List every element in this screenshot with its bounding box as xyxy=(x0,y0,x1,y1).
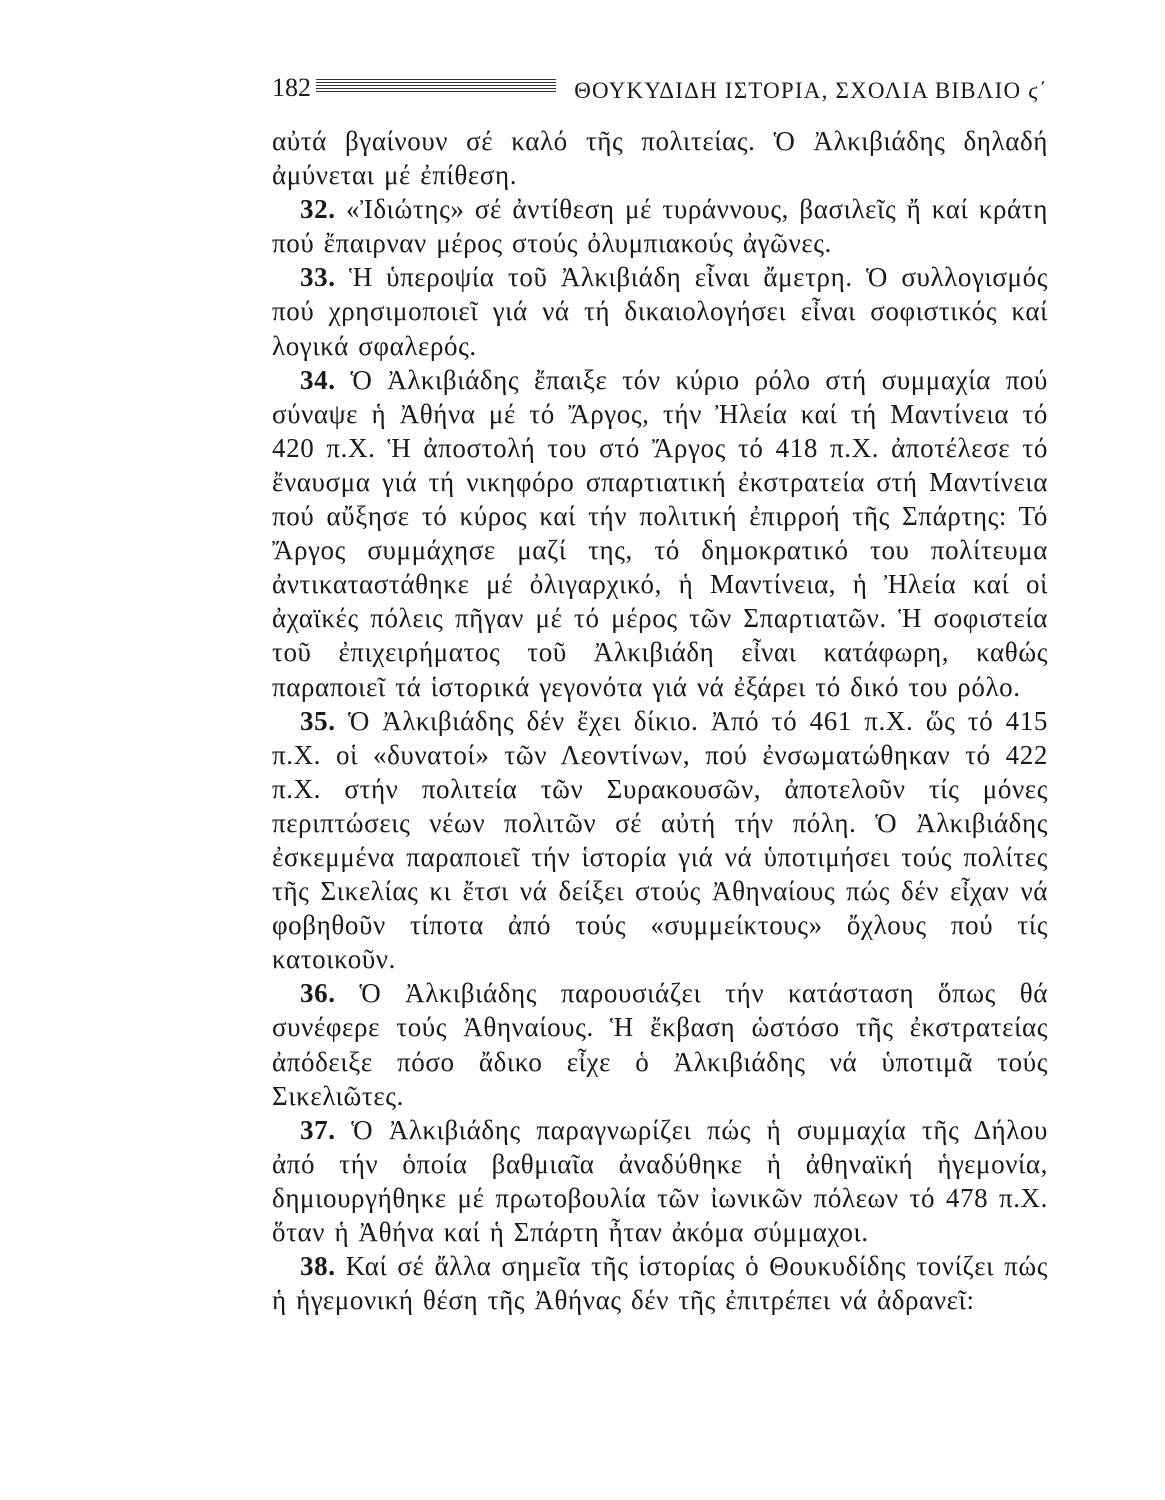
note-number: 37. xyxy=(300,1114,336,1145)
note-32 xyxy=(272,192,1048,260)
note-number: 38. xyxy=(300,1251,336,1282)
note-34 xyxy=(272,363,1048,704)
note-number: 35. xyxy=(300,705,336,736)
note-number: 33. xyxy=(300,262,336,293)
note-38 xyxy=(272,1249,1048,1317)
note-33 xyxy=(272,260,1048,362)
note-text: «Ἰδιώτης» σέ ἀντίθεση μέ τυράννους, βασιλεῖς ἤ καί κράτη πού ἔπαιρναν μέρος στούς ὀλυμπιακούς ἀγῶνες. xyxy=(272,194,1048,259)
note-number: 34. xyxy=(300,364,336,395)
note-35 xyxy=(272,704,1048,977)
header-rule xyxy=(316,79,556,93)
page-header xyxy=(272,70,1048,110)
note-text: Ὁ Ἀλκιβιάδης παρουσιάζει τήν κατάσταση ὅπως θά συνέφερε τούς Ἀθηναίους. Ἡ ἔκβαση ὡστόσο τῆς ἐκστρατείας ἀπόδειξε πόσο ἄδικο εἶχε ὁ Ἀλκιβιάδης νά ὑποτιμᾶ τούς Σικελιῶτες. xyxy=(272,978,1048,1111)
continuation-paragraph: αὐτά βγαίνουν σέ καλό τῆς πολιτείας. Ὁ Ἀλκιβιάδης δηλαδή ἀμύνεται μέ ἐπίθεση. xyxy=(272,126,1048,191)
note-text: Καί σέ ἄλλα σημεῖα τῆς ἱστορίας ὁ Θουκυδίδης τονίζει πώς ἡ ἡγεμονική θέση τῆς Ἀθήνας δέν τῆς ἐπιτρέπει νά ἀδρανεῖ: xyxy=(272,1251,1048,1316)
note-text: Ὁ Ἀλκιβιάδης παραγνωρίζει πώς ἡ συμμαχία τῆς Δήλου ἀπό τήν ὁποία βαθμιαῖα ἀναδύθηκε ἡ ἀθηναϊκή ἡγεμονία, δημιουργήθηκε μέ πρωτοβουλία τῶν ἰωνικῶν πόλεων τό 478 π.Χ. ὅταν ἡ Ἀθήνα καί ἡ Σπάρτη ἦταν ἀκόμα σύμμαχοι. xyxy=(272,1114,1048,1247)
note-text: Ἡ ὑπεροψία τοῦ Ἀλκιβιάδη εἶναι ἄμετρη. Ὁ συλλογισμός πού χρησιμοποιεῖ γιά νά τή δικαιολογήσει εἶναι σοφιστικός καί λογικά σφαλερός. xyxy=(272,262,1048,361)
note-text: Ὁ Ἀλκιβιάδης δέν ἔχει δίκιο. Ἀπό τό 461 π.Χ. ὥς τό 415 π.Χ. οἱ «δυνατοί» τῶν Λεοντίνων, πού ἐνσωματώθηκαν τό 422 π.Χ. στήν πολιτεία τῶν Συρακουσῶν, ἀποτελοῦν τίς μόνες περιπτώσεις νέων πολιτῶν σέ αὐτή τήν πόλη. Ὁ Ἀλκιβιάδης ἐσκεμμένα παραποιεῖ τήν ἱστορία γιά νά ὑποτιμήσει τούς πολίτες τῆς Σικελίας κι ἔτσι νά δείξει στούς Ἀθηναίους πώς δέν εἶχαν νά φοβηθοῦν τίποτα ἀπό τούς «συμμείκτους» ὄχλους πού τίς κατοικοῦν. xyxy=(272,705,1048,975)
note-number: 36. xyxy=(300,978,336,1009)
running-title: ΘΟΥΚΥΔΙΔΗ ΙΣΤΟΡΙΑ, ΣΧΟΛΙΑ ΒΙΒΛΙΟ ϛ΄ xyxy=(574,78,1048,103)
page-body xyxy=(272,124,1048,1317)
note-number: 32. xyxy=(300,194,336,225)
note-37 xyxy=(272,1113,1048,1249)
note-text: Ὁ Ἀλκιβιάδης ἔπαιξε τόν κύριο ρόλο στή συμμαχία πού σύναψε ἡ Ἀθήνα μέ τό Ἄργος, τήν Ἠλεία καί τή Μαντίνεια τό 420 π.Χ. Ἡ ἀποστολή του στό Ἄργος τό 418 π.Χ. ἀποτέλεσε τό ἔναυσμα γιά τή νικηφόρο σπαρτιατική ἐκστρατεία στή Μαντίνεια πού αὔξησε τό κύρος καί τήν πολιτική ἐπιρροή τῆς Σπάρτης: Τό Ἄργος συμμάχησε μαζί της, τό δημοκρατικό του πολίτευμα ἀντικαταστάθηκε μέ ὀλιγαρχικό, ἡ Μαντίνεια, ἡ Ἠλεία καί οἱ ἀχαϊκές πόλεις πῆγαν μέ τό μέρος τῶν Σπαρτιατῶν. Ἡ σοφιστεία τοῦ ἐπιχειρήματος τοῦ Ἀλκιβιάδη εἶναι κατάφωρη, καθώς παραποιεῖ τά ἱστορικά γεγονότα γιά νά ἐξάρει τό δικό του ρόλο. xyxy=(272,364,1048,702)
page-number: 182 xyxy=(272,73,311,102)
note-36 xyxy=(272,976,1048,1112)
